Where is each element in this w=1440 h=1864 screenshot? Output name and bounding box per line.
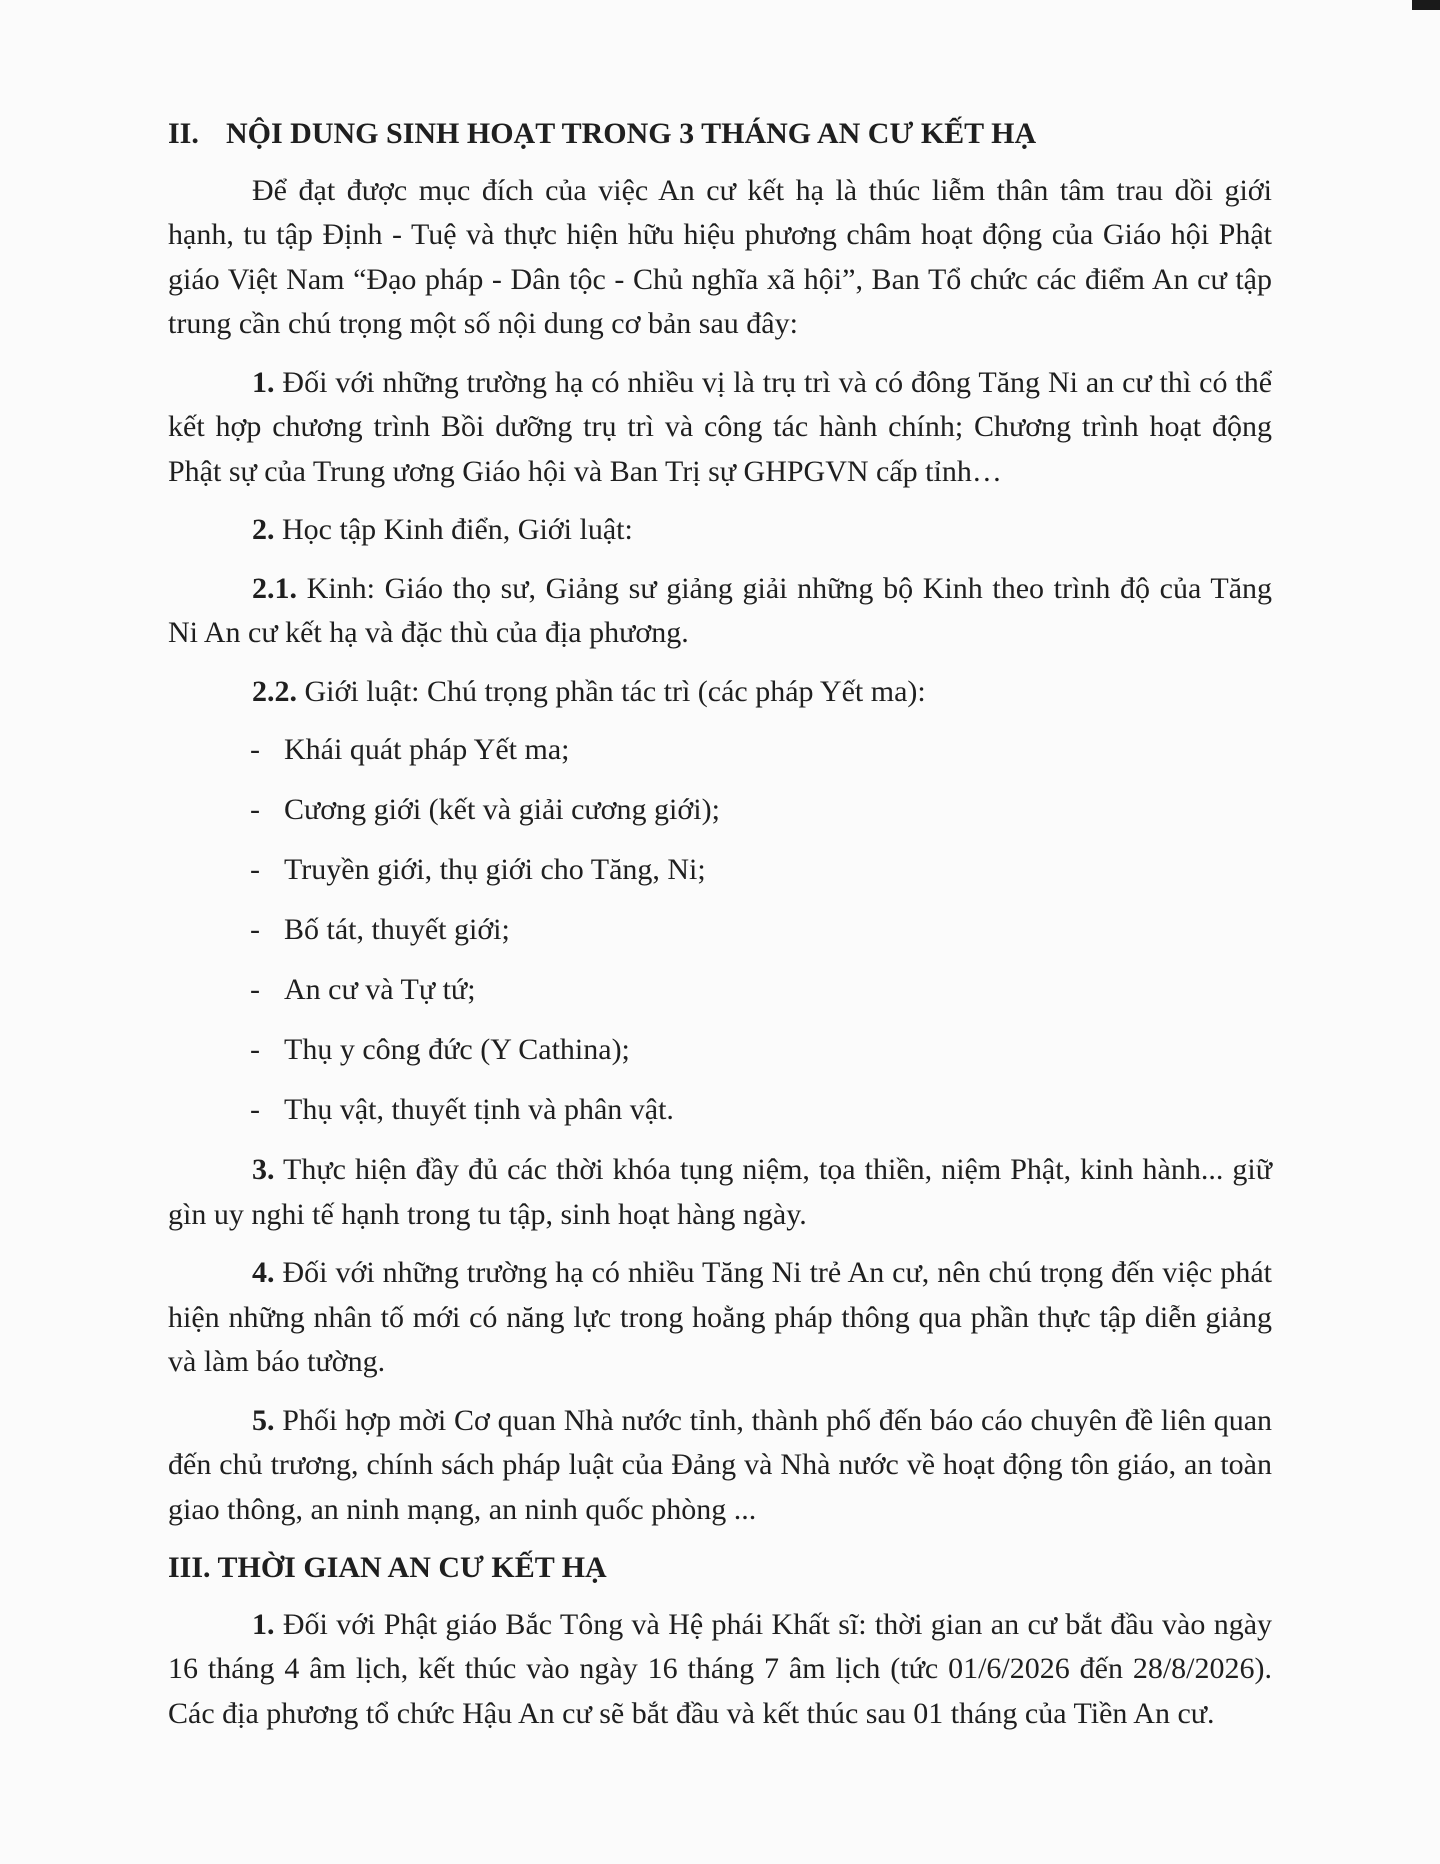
item-label: 5. <box>252 1403 275 1437</box>
list-item: - Truyền giới, thụ giới cho Tăng, Ni; <box>168 848 1272 893</box>
paragraph-item-2-2 <box>168 670 1272 715</box>
paragraph-item-3 <box>168 1148 1272 1237</box>
list-item: - Thụ y công đức (Y Cathina); <box>168 1028 1272 1073</box>
item-text: Đối với những trường hạ có nhiều Tăng Ni trẻ An cư, nên chú trọng đến việc phát hiện những nhân tố mới có năng lực trong hoằng pháp thông qua phần thực tập diễn giảng và làm báo tường. <box>168 1256 1273 1378</box>
list-dash: - <box>250 913 260 946</box>
paragraph-iii-item-1 <box>168 1603 1272 1737</box>
section-number: II. <box>168 117 199 150</box>
paragraph-item-2 <box>168 508 1272 553</box>
paragraph-item-5 <box>168 1399 1272 1533</box>
list-item: - Khái quát pháp Yết ma; <box>168 728 1272 773</box>
list-dash: - <box>250 793 260 826</box>
section-intro-paragraph: Để đạt được mục đích của việc An cư kết hạ là thúc liễm thân tâm trau dồi giới hạnh, tu tập Định - Tuệ và thực hiện hữu hiệu phương châm hoạt động của Giáo hội Phật giáo Việt Nam “Đạo pháp - Dân tộc - Chủ nghĩa xã hội”, Ban Tổ chức các điểm An cư tập trung cần chú trọng một số nội dung cơ bản sau đây: <box>168 173 1272 340</box>
section-number: III. <box>168 1551 211 1584</box>
list-dash: - <box>250 1093 260 1126</box>
scan-corner-mark <box>1412 0 1440 10</box>
paragraph-item-2-1 <box>168 567 1272 656</box>
list-item: - Bố tát, thuyết giới; <box>168 908 1272 953</box>
section-title: THỜI GIAN AN CƯ KẾT HẠ <box>217 1551 607 1584</box>
vinaya-topics-list <box>168 728 1272 1133</box>
item-text: Học tập Kinh điển, Giới luật: <box>282 513 633 546</box>
item-text: Kinh: Giáo thọ sư, Giảng sư giảng giải những bộ Kinh theo trình độ của Tăng Ni An cư kết hạ và đặc thù của địa phương. <box>168 571 1273 649</box>
paragraph-item-4 <box>168 1251 1272 1385</box>
item-text: Đối với Phật giáo Bắc Tông và Hệ phái Khất sĩ: thời gian an cư bắt đầu vào ngày 16 tháng 4 âm lịch, kết thúc vào ngày 16 tháng 7 âm lịch (tức 01/6/2026 đến 28/8/2026). Các địa phương tổ chức Hậu An cư sẽ bắt đầu và kết thúc sau 01 tháng của Tiền An cư. <box>168 1607 1273 1730</box>
item-text: Đối với những trường hạ có nhiều vị là trụ trì và có đông Tăng Ni an cư thì có thể kết hợp chương trình Bồi dưỡng trụ trì và công tác hành chính; Chương trình hoạt động Phật sự của Trung ương Giáo hội và Ban Trị sự GHPGVN cấp tỉnh… <box>168 365 1273 488</box>
item-label: 2.1. <box>252 571 297 605</box>
section-title: NỘI DUNG SINH HOẠT TRONG 3 THÁNG AN CƯ KẾT HẠ <box>226 117 1037 150</box>
item-label: 3. <box>252 1153 275 1186</box>
item-label: 2. <box>252 513 275 546</box>
item-label: 4. <box>252 1256 275 1289</box>
document-body <box>168 112 1272 1750</box>
item-text: Phối hợp mời Cơ quan Nhà nước tỉnh, thành phố đến báo cáo chuyên đề liên quan đến chủ trương, chính sách pháp luật của Đảng và Nhà nước về hoạt động tôn giáo, an toàn giao thông, an ninh mạng, an ninh quốc phòng ... <box>168 1403 1273 1526</box>
item-label: 1. <box>252 1607 275 1641</box>
section-heading-ii <box>168 112 1272 157</box>
list-dash: - <box>250 1033 260 1066</box>
list-dash: - <box>250 853 260 886</box>
list-item: - Cương giới (kết và giải cương giới); <box>168 788 1272 833</box>
section-heading-iii <box>168 1546 1272 1591</box>
item-text: Thực hiện đầy đủ các thời khóa tụng niệm, tọa thiền, niệm Phật, kinh hành... giữ gìn uy nghi tế hạnh trong tu tập, sinh hoạt hàng ngày. <box>168 1153 1272 1231</box>
paragraph-item-1 <box>168 361 1272 495</box>
list-item: - Thụ vật, thuyết tịnh và phân vật. <box>168 1088 1272 1133</box>
item-label: 1. <box>252 365 275 399</box>
item-text: Giới luật: Chú trọng phần tác trì (các pháp Yết ma): <box>304 674 926 708</box>
list-dash: - <box>250 733 260 766</box>
list-item: - An cư và Tự tứ; <box>168 968 1272 1013</box>
list-dash: - <box>250 973 260 1006</box>
item-label: 2.2. <box>252 674 297 708</box>
